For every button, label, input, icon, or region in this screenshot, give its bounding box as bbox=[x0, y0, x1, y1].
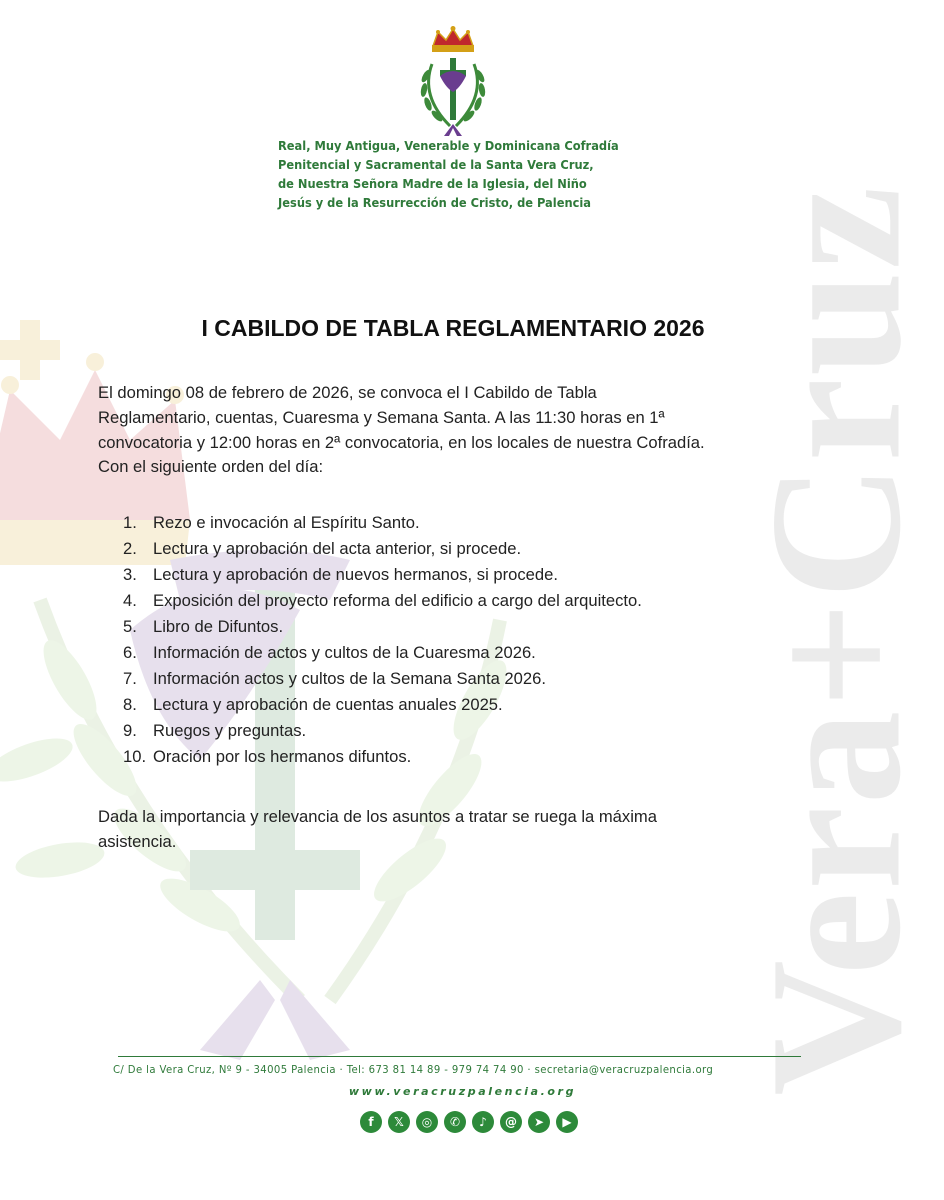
agenda-item bbox=[123, 744, 823, 770]
agenda-list bbox=[123, 510, 823, 770]
organization-name bbox=[278, 137, 631, 213]
agenda-item-text: Lectura y aprobación de nuevos hermanos, si procede. bbox=[153, 565, 558, 584]
agenda-item-number: 2. bbox=[123, 539, 137, 558]
org-name-line: Real, Muy Antigua, Venerable y Dominicana Cofradía bbox=[278, 139, 619, 153]
agenda-item bbox=[123, 718, 823, 744]
agenda-item-number: 8. bbox=[123, 695, 137, 714]
threads-icon[interactable]: @ bbox=[500, 1111, 522, 1133]
closing-line: asistencia. bbox=[98, 831, 177, 851]
agenda-item-text: Exposición del proyecto reforma del edificio a cargo del arquitecto. bbox=[153, 591, 642, 610]
agenda-item-number: 9. bbox=[123, 721, 137, 740]
document-title: I CABILDO DE TABLA REGLAMENTARIO 2026 bbox=[201, 315, 705, 341]
x-icon[interactable]: 𝕏 bbox=[388, 1111, 410, 1133]
intro-line: Con el siguiente orden del día: bbox=[98, 457, 324, 477]
agenda-item bbox=[123, 614, 823, 640]
telegram-icon[interactable]: ➤ bbox=[528, 1111, 550, 1133]
agenda-item-text: Información de actos y cultos de la Cuaresma 2026. bbox=[153, 643, 536, 662]
watermark-text: Vera+Cruz bbox=[730, 184, 940, 1096]
facebook-icon[interactable]: f bbox=[360, 1111, 382, 1133]
agenda-item bbox=[123, 588, 823, 614]
footer-divider bbox=[118, 1056, 801, 1057]
agenda-item-text: Ruegos y preguntas. bbox=[153, 721, 307, 740]
agenda-item bbox=[123, 510, 823, 536]
agenda-item-number: 1. bbox=[123, 513, 137, 532]
youtube-icon[interactable]: ▶ bbox=[556, 1111, 578, 1133]
agenda-item bbox=[123, 666, 823, 692]
agenda-item-text: Lectura y aprobación del acta anterior, si procede. bbox=[153, 539, 522, 558]
org-name-line: Penitencial y Sacramental de la Santa Vera Cruz, bbox=[278, 158, 594, 172]
whatsapp-icon[interactable]: ✆ bbox=[444, 1111, 466, 1133]
agenda-item-number: 7. bbox=[123, 669, 137, 688]
agenda-item-text: Libro de Difuntos. bbox=[153, 617, 284, 636]
org-name-line: Jesús y de la Resurrección de Cristo, de Palencia bbox=[278, 196, 592, 210]
footer-contact-info: C/ De la Vera Cruz, Nº 9 - 34005 Palencia · Tel: 673 81 14 89 - 979 74 74 90 · secretaria@veracruzpalencia.org bbox=[113, 1064, 714, 1076]
agenda-item-text: Rezo e invocación al Espíritu Santo. bbox=[153, 513, 420, 532]
agenda-item-text: Lectura y aprobación de cuentas anuales 2025. bbox=[153, 695, 503, 714]
agenda-item-number: 10. bbox=[123, 747, 147, 766]
agenda-item-text: Información actos y cultos de la Semana Santa 2026. bbox=[153, 669, 546, 688]
agenda-item-number: 6. bbox=[123, 643, 137, 662]
agenda-item bbox=[123, 640, 823, 666]
intro-line: El domingo 08 de febrero de 2026, se convoca el I Cabildo de Tabla bbox=[98, 383, 597, 402]
agenda-item-text: Oración por los hermanos difuntos. bbox=[153, 747, 412, 766]
cofradia-crest-logo bbox=[410, 26, 496, 138]
agenda-item bbox=[123, 562, 823, 588]
agenda-item-number: 4. bbox=[123, 591, 137, 610]
closing-paragraph bbox=[98, 805, 798, 855]
agenda-item-number: 5. bbox=[123, 617, 137, 636]
agenda-item bbox=[123, 536, 823, 562]
intro-paragraph bbox=[98, 381, 818, 480]
tiktok-icon[interactable]: ♪ bbox=[472, 1111, 494, 1133]
agenda-item bbox=[123, 692, 823, 718]
website-link[interactable]: www.veracruzpalencia.org bbox=[348, 1085, 577, 1098]
intro-line: convocatoria y 12:00 horas en 2ª convocatoria, en los locales de nuestra Cofradía. bbox=[98, 432, 705, 452]
org-name-line: de Nuestra Señora Madre de la Iglesia, del Niño bbox=[278, 177, 587, 191]
closing-line: Dada la importancia y relevancia de los asuntos a tratar se ruega la máxima bbox=[98, 807, 657, 826]
social-icons bbox=[360, 1111, 578, 1133]
instagram-icon[interactable]: ◎ bbox=[416, 1111, 438, 1133]
agenda-item-number: 3. bbox=[123, 565, 137, 584]
intro-line: Reglamentario, cuentas, Cuaresma y Semana Santa. A las 11:30 horas en 1ª bbox=[98, 407, 665, 427]
